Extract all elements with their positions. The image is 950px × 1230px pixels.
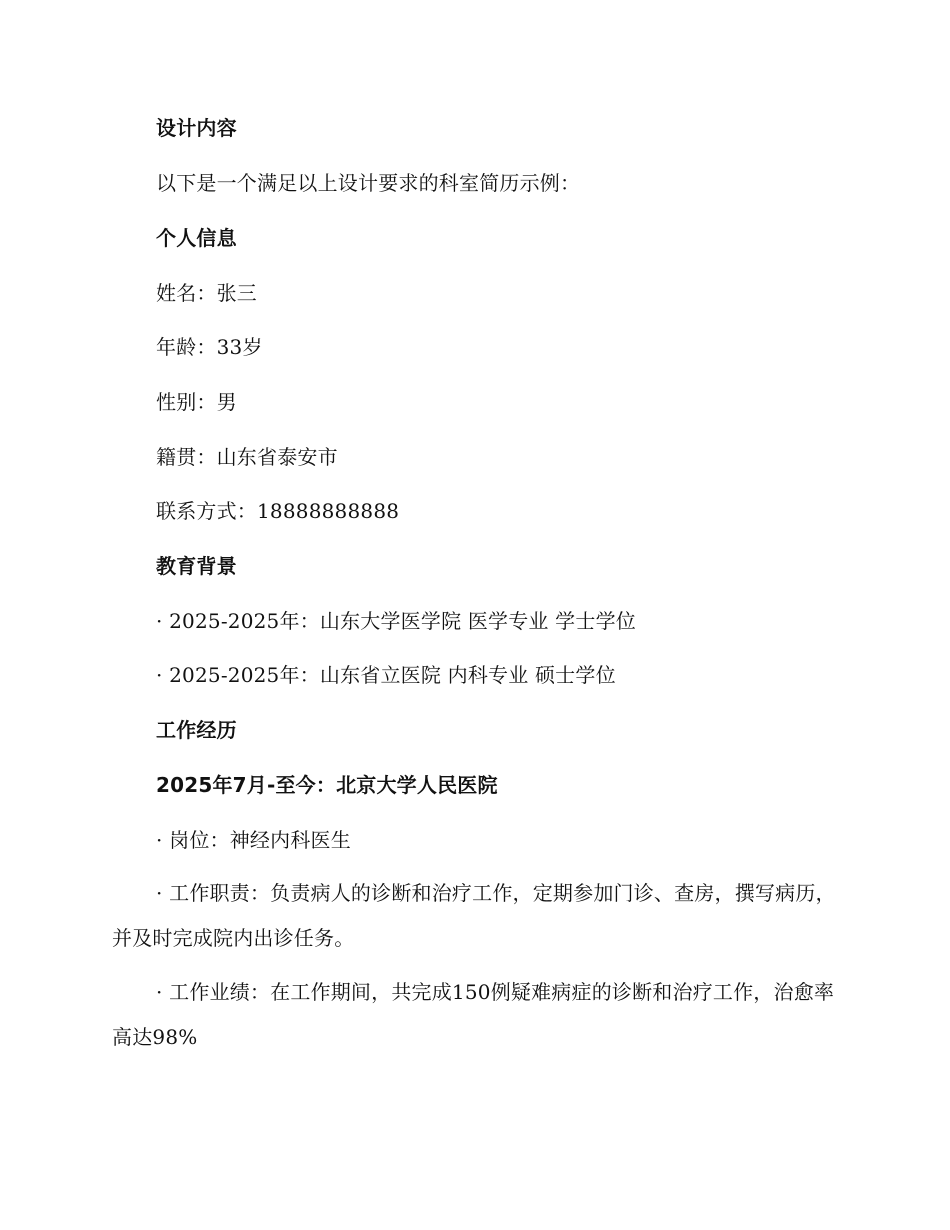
duties-paragraph: · 工作职责：负责病人的诊断和治疗工作，定期参加门诊、查房，撰写病历，并及时完成院内出诊任务。: [112, 881, 836, 950]
education-item: · 2025-2025年：山东省立医院 内科专业 硕士学位: [156, 663, 616, 687]
gender-line: 性别：男: [156, 390, 237, 414]
personal-info-heading: 个人信息: [156, 226, 237, 250]
position-line: · 岗位：神经内科医生: [156, 828, 351, 852]
design-content-heading: 设计内容: [156, 116, 237, 140]
achievements-paragraph: · 工作业绩：在工作期间，共完成150例疑难病症的诊断和治疗工作，治愈率高达98%: [112, 980, 835, 1049]
education-item: · 2025-2025年：山东大学医学院 医学专业 学士学位: [156, 609, 636, 633]
contact-line: 联系方式：18888888888: [156, 499, 400, 523]
intro-text: 以下是一个满足以上设计要求的科室简历示例：: [156, 171, 581, 195]
name-line: 姓名：张三: [156, 281, 257, 305]
work-experience-heading: 工作经历: [156, 718, 237, 742]
education-heading: 教育背景: [156, 554, 237, 578]
age-line: 年龄：33岁: [156, 335, 263, 359]
job-title: 2025年7月-至今：北京大学人民医院: [156, 773, 498, 797]
origin-line: 籍贯：山东省泰安市: [156, 445, 338, 469]
